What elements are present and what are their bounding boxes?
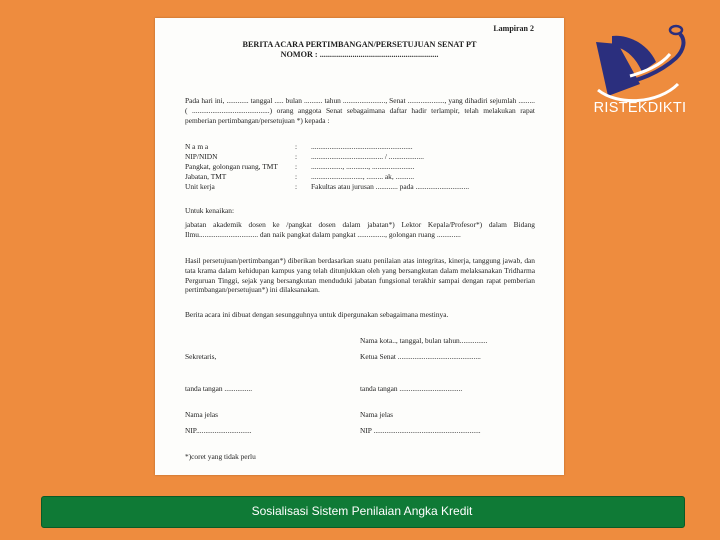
kenaikan-paragraph: jabatan akademik dosen ke /pangkat dosen dalam jabatan*) Lektor Kepala/Profesor*) dalam Bidang Ilmu................................ dan naik pangkat dalam pangkat ..............., golongan ruang ............. <box>185 220 535 239</box>
footnote: *)coret yang tidak perlu <box>185 452 256 461</box>
document-title: BERITA ACARA PERTIMBANGAN/PERSETUJUAN SENAT PT <box>242 40 477 49</box>
signature-right: tanda tangan .................................. <box>360 384 463 393</box>
field-value: ................., ............, ....................... <box>311 162 415 171</box>
field-value: Fakultas atau jurusan ............ pada ............................. <box>311 182 470 191</box>
untuk-kenaikan-label: Untuk kenaikan: <box>185 206 235 215</box>
field-colon: : <box>295 152 298 161</box>
lampiran-label: Lampiran 2 <box>493 24 534 33</box>
place-date: Nama kota.., tanggal, bulan tahun............... <box>360 336 488 345</box>
field-colon: : <box>295 182 298 191</box>
field-label: NIP/NIDN <box>185 152 218 161</box>
hasil-paragraph: Hasil persetujuan/pertimbangan*) diberikan berdasarkan suatu penilaian atas integritas, kinerja, tanggung jawab, dan tata krama dalam kehidupan kampus yang telah ditunjukkan oleh yang bersangkutan dalam melaksanakan Tridharma Perguruan Tinggi, sejak yang bersangkutan menduduki jabatan fungsional terakhir sampai dengan rapat pemberian pertimbangan/persetujuan*) ini dilaksanakan. <box>185 256 535 295</box>
nip-left: NIP.............................. <box>185 426 252 435</box>
document-number: NOMOR : .......................................................... <box>280 50 439 59</box>
nama-jelas-right: Nama jelas <box>360 410 394 419</box>
sekretaris-label: Sekretaris, <box>185 352 217 361</box>
field-label: Unit kerja <box>185 182 215 191</box>
signature-left: tanda tangan ............... <box>185 384 253 393</box>
closing-statement: Berita acara ini dibuat dengan sesungguhnya untuk dipergunakan sebagaimana mestinya. <box>185 310 449 319</box>
field-value: ....................................................... <box>311 142 413 151</box>
nip-right: NIP .......................................................... <box>360 426 481 435</box>
field-value: ....................................... / ................... <box>311 152 424 161</box>
nama-jelas-left: Nama jelas <box>185 410 219 419</box>
footer-title: Sosialisasi Sistem Penilaian Angka Kredit <box>251 504 473 518</box>
intro-paragraph: Pada hari ini, ............ tanggal ..... bulan .......... tahun ......................., Senat ...................., yang dihadiri sejumlah ......... ( ..........................................) orang anggota Senat sebagaimana daftar hadir terlampir, telah melakukan rapat pemberian pertimbangan/persetujuan *) kepada : <box>185 96 535 125</box>
field-label: Jabatan, TMT <box>185 172 227 181</box>
field-colon: : <box>295 162 298 171</box>
field-label: Pangkat, golongan ruang, TMT <box>185 162 278 171</box>
document-page <box>155 18 564 475</box>
field-label: N a m a <box>185 142 209 151</box>
field-colon: : <box>295 142 298 151</box>
logo-text: RISTEKDIKTI <box>593 100 687 116</box>
ketua-senat-label: Ketua Senat ............................................. <box>360 352 481 361</box>
field-value: ............................, ......... ak, .......... <box>311 172 415 181</box>
field-colon: : <box>295 172 298 181</box>
